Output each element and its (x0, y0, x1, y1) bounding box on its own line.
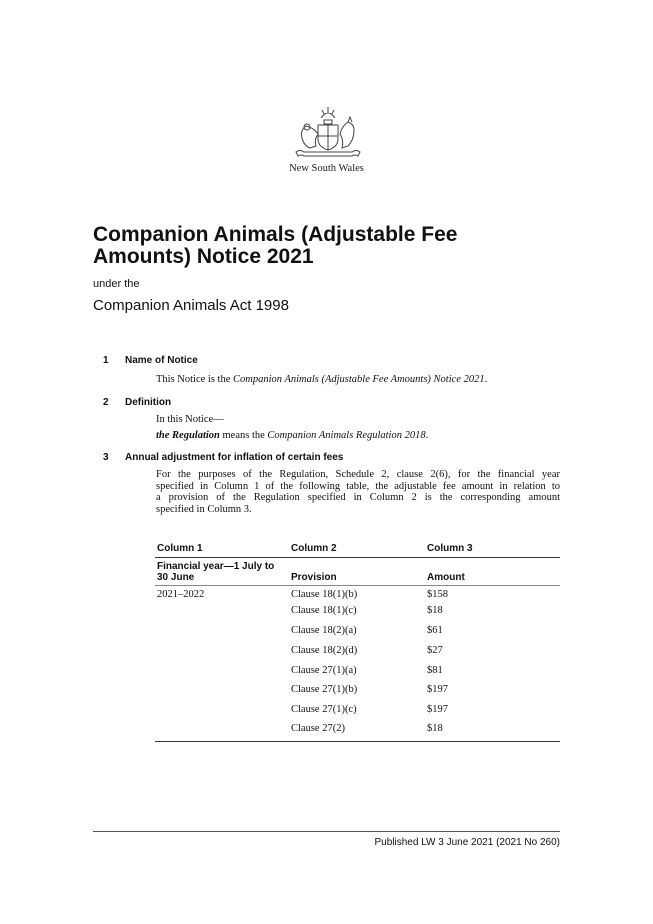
column-3-subheader: Amount (427, 572, 465, 583)
column-1-label: Column 1 (157, 543, 203, 554)
jurisdiction-label: New South Wales (289, 163, 364, 174)
column-3-label: Column 3 (427, 543, 473, 554)
section-1-number: 1 (103, 355, 109, 366)
defined-term: the Regulation (156, 430, 220, 441)
column-2-label: Column 2 (291, 543, 337, 554)
act-name: Companion Animals Act 1998 (93, 297, 289, 314)
under-label: under the (93, 278, 140, 290)
section-2-heading: Definition (125, 397, 172, 408)
table-subheader-rule (155, 585, 560, 586)
table-bottom-rule (155, 741, 560, 742)
column-2-subheader: Provision (291, 572, 337, 583)
section-2-number: 2 (103, 397, 109, 408)
notice-name-italic: Companion Animals (Adjustable Fee Amounts) Notice 2021 (233, 374, 485, 385)
footer-rule (93, 831, 560, 832)
section-3-heading: Annual adjustment for inflation of certain fees (125, 452, 344, 463)
section-2-intro: In this Notice— (156, 414, 224, 425)
publication-footer: Published LW 3 June 2021 (2021 No 260) (374, 837, 560, 848)
section-1-heading: Name of Notice (125, 355, 198, 366)
section-2-definition: the Regulation means the Companion Animals Regulation 2018. (156, 430, 429, 441)
coat-of-arms-crest (288, 106, 368, 162)
financial-year-cell: 2021–2022 (157, 589, 205, 600)
notice-title: Companion Animals (Adjustable Fee Amounts) Notice 2021 (93, 223, 458, 268)
column-1-subheader: Financial year—1 July to 30 June (157, 561, 275, 583)
section-3-paragraph: For the purposes of the Regulation, Schedule 2, clause 2(6), for the financial year specified in Column 1 of the following table, the adjustable fee amount in relation to a provision of the Regulation specified in Column 2 is the corresponding amount specified in Column 3. (156, 469, 560, 515)
table-header-rule (155, 557, 560, 558)
section-3-number: 3 (103, 452, 109, 463)
section-1-text: This Notice is the Companion Animals (Adjustable Fee Amounts) Notice 2021. (156, 374, 488, 385)
regulation-reference: Companion Animals Regulation 2018 (267, 430, 426, 441)
